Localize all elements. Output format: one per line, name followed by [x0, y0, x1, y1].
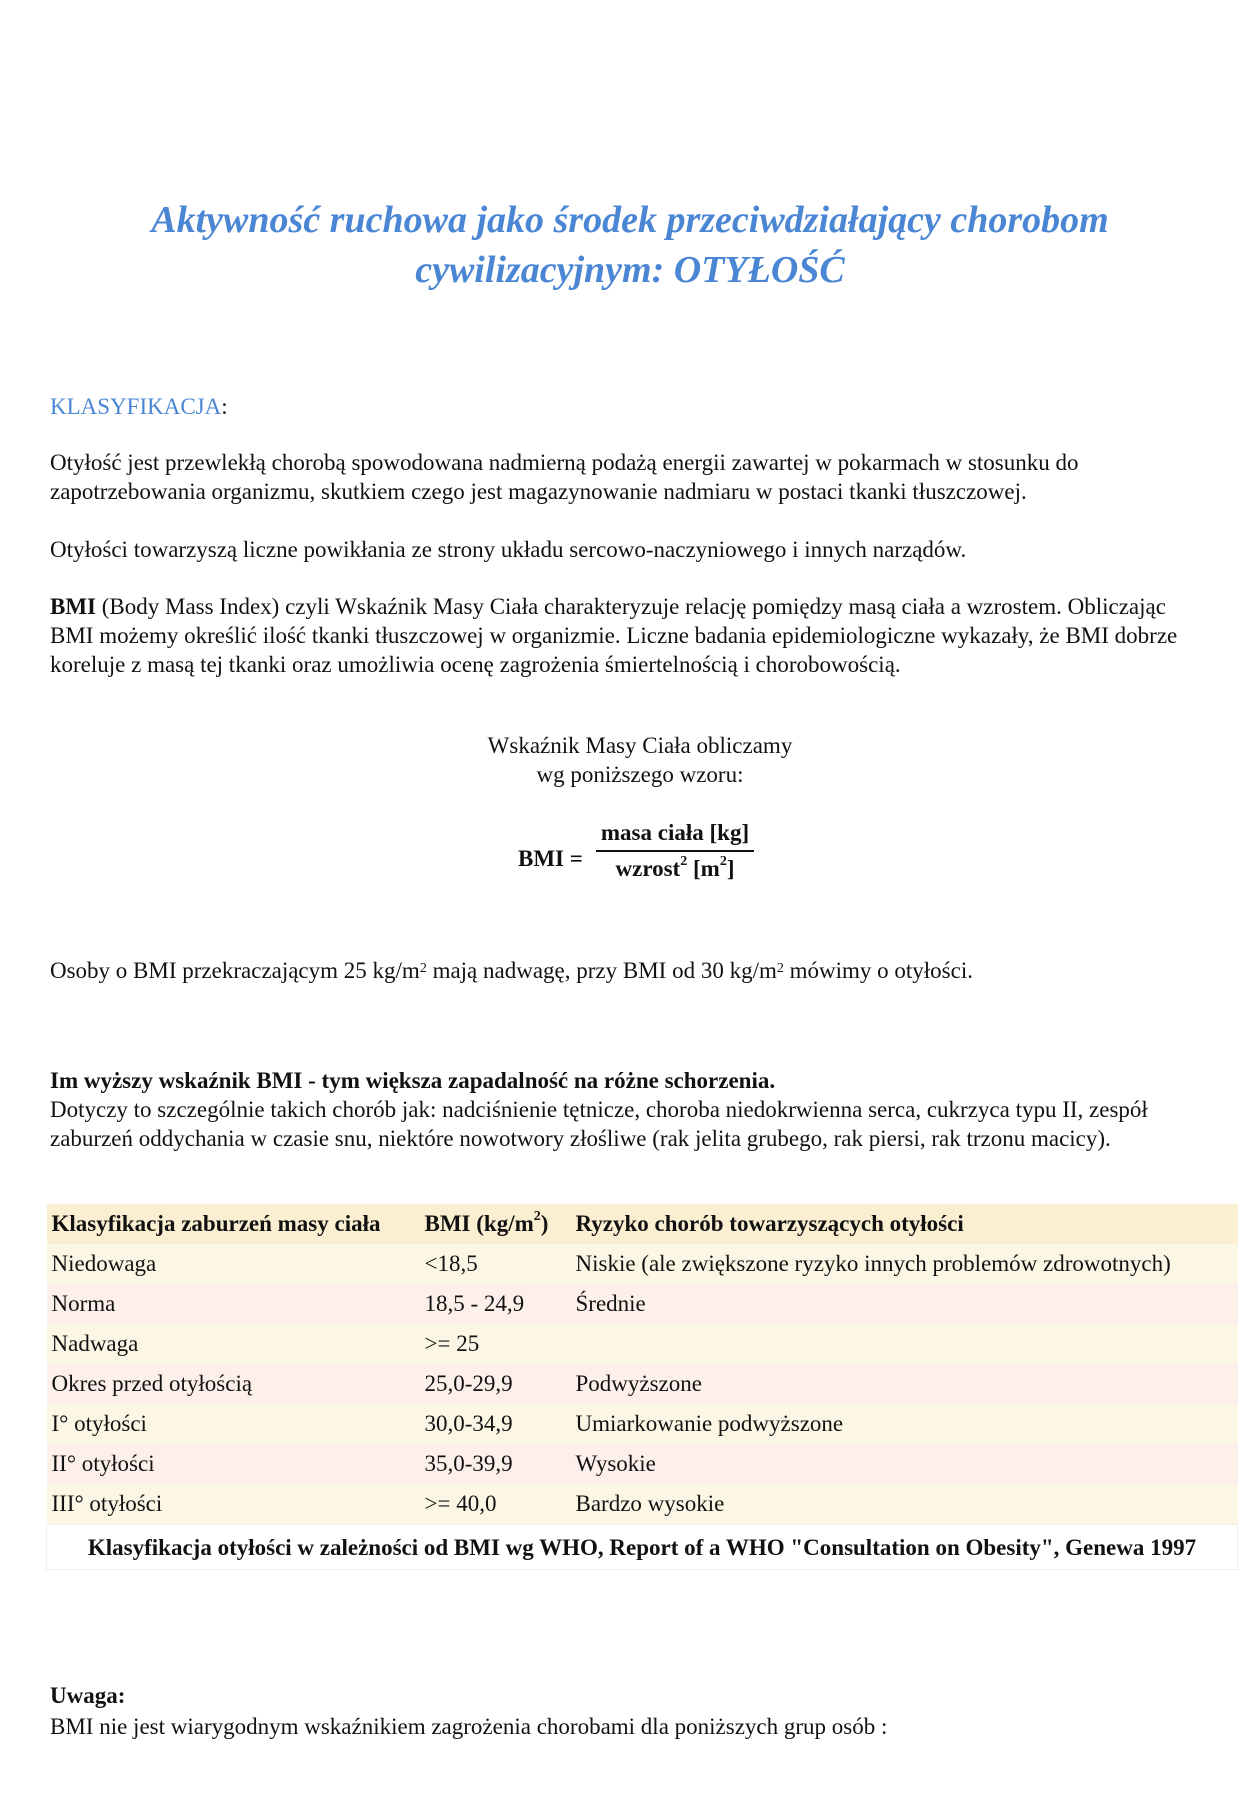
header-bmi-close: ) [540, 1211, 549, 1236]
cell-classification: Niedowaga [47, 1244, 420, 1284]
cell-classification: Norma [47, 1284, 420, 1324]
header-bmi-text: BMI (kg/m [424, 1211, 534, 1236]
formula-intro-line1: Wskaźnik Masy Ciała obliczamy [487, 733, 793, 758]
cell-bmi: 25,0-29,9 [420, 1364, 571, 1404]
cell-risk: Bardzo wysokie [571, 1484, 1238, 1525]
cell-bmi: 30,0-34,9 [420, 1404, 571, 1444]
diseases-bold-lead: Im wyższy wskaźnik BMI - tym większa zapadalność na różne schorzenia. [50, 1068, 776, 1093]
cell-bmi: <18,5 [420, 1244, 571, 1284]
bmi-classification-table [46, 1204, 1238, 1570]
diseases-text: Dotyczy to szczególnie takich chorób jak: nadciśnienie tętnicze, choroba niedokrwienna serca, cukrzyca typu II, zespół zaburzeń oddychania w czasie snu, niektóre nowotwory złośliwe (rak jelita grubego, rak piersi, rak trzonu macicy). [50, 1097, 1148, 1151]
formula-intro-line2: wg poniższego wzoru: [536, 762, 744, 787]
formula-lhs: BMI = [518, 846, 583, 871]
paragraph-complications: Otyłości towarzyszą liczne powikłania ze strony układu sercowo-naczyniowego i innych narządów. [50, 537, 967, 562]
thresholds-text-b: mają nadwagę, przy BMI od 30 kg/m [426, 958, 777, 983]
formula-intro [360, 731, 920, 789]
table-row [47, 1244, 1238, 1284]
header-risk: Ryzyko chorób towarzyszących otyłości [571, 1204, 1238, 1244]
bmi-description: (Body Mass Index) czyli Wskaźnik Masy Ciała charakteryzuje relację pomiędzy masą ciała a wzrostem. Obliczając BMI możemy określić ilość tkanki tłuszczowej w organizmie. Liczne badania epidemiologiczne wykazały, że BMI dobrze koreluje z masą tej tkanki oraz umożliwia ocenę zagrożenia śmiertelnością i chorobowością. [50, 594, 1178, 677]
cell-classification: Okres przed otyłością [47, 1364, 420, 1404]
page-title: Aktywność ruchowa jako środek przeciwdziałający chorobom cywilizacyjnym: OTYŁOŚĆ [151, 199, 1109, 291]
denominator-sup: 2 [680, 854, 688, 869]
table-row [47, 1324, 1238, 1364]
denominator-unit-sup: 2 [719, 854, 727, 869]
thresholds-text-a: Osoby o BMI przekraczającym 25 kg/m [50, 958, 420, 983]
header-bmi-sup: 2 [533, 1209, 541, 1224]
table-row [47, 1404, 1238, 1444]
cell-classification: I° otyłości [47, 1404, 420, 1444]
table-caption: Klasyfikacja otyłości w zależności od BMI wg WHO, Report of a WHO "Consultation on Obesity", Genewa 1997 [47, 1525, 1238, 1570]
section-heading-text: KLASYFIKACJA [50, 394, 222, 419]
header-classification: Klasyfikacja zaburzeń masy ciała [47, 1204, 420, 1244]
table-row [47, 1484, 1238, 1525]
denominator-bracket: ] [726, 856, 735, 881]
note-heading: Uwaga: [50, 1683, 126, 1708]
denominator-text: wzrost [615, 856, 681, 881]
table-row [47, 1444, 1238, 1484]
table-row [47, 1284, 1238, 1324]
cell-classification: III° otyłości [47, 1484, 420, 1525]
section-heading-colon: : [221, 394, 228, 419]
formula-fraction [596, 820, 754, 882]
thresholds-text-c: mówimy o otyłości. [783, 958, 973, 983]
cell-risk [571, 1324, 1238, 1364]
paragraph-definition: Otyłość jest przewlekłą chorobą spowodowana nadmierną podażą energii zawartej w pokarmach w stosunku do zapotrzebowania organizmu, skutkiem czego jest magazynowanie nadmiaru w postaci tkanki tłuszczowej. [50, 450, 1079, 504]
cell-bmi: 18,5 - 24,9 [420, 1284, 571, 1324]
cell-risk: Podwyższone [571, 1364, 1238, 1404]
table-caption-row [47, 1525, 1238, 1570]
bmi-bold-label: BMI [50, 594, 96, 619]
cell-bmi: >= 40,0 [420, 1484, 571, 1525]
cell-classification: Nadwaga [47, 1324, 420, 1364]
cell-risk: Średnie [571, 1284, 1238, 1324]
paragraph-diseases [50, 1066, 1190, 1153]
header-bmi [420, 1204, 571, 1244]
cell-risk: Umiarkowanie podwyższone [571, 1404, 1238, 1444]
cell-bmi: 35,0-39,9 [420, 1444, 571, 1484]
thresholds-sup-2: 2 [776, 961, 784, 976]
denominator-unit: [m [687, 856, 720, 881]
formula-denominator [596, 852, 754, 882]
cell-risk: Wysokie [571, 1444, 1238, 1484]
table-header-row [47, 1204, 1238, 1244]
thresholds-sup-1: 2 [419, 961, 427, 976]
note-text: BMI nie jest wiarygodnym wskaźnikiem zagrożenia chorobami dla poniższych grup osób : [50, 1714, 888, 1739]
formula-numerator: masa ciała [kg] [596, 820, 754, 852]
cell-bmi: >= 25 [420, 1324, 571, 1364]
section-heading [50, 394, 228, 420]
paragraph-thresholds [50, 956, 1190, 985]
table-row [47, 1364, 1238, 1404]
cell-classification: II° otyłości [47, 1444, 420, 1484]
cell-risk: Niskie (ale zwiększone ryzyko innych problemów zdrowotnych) [571, 1244, 1238, 1284]
paragraph-bmi [50, 592, 1190, 679]
